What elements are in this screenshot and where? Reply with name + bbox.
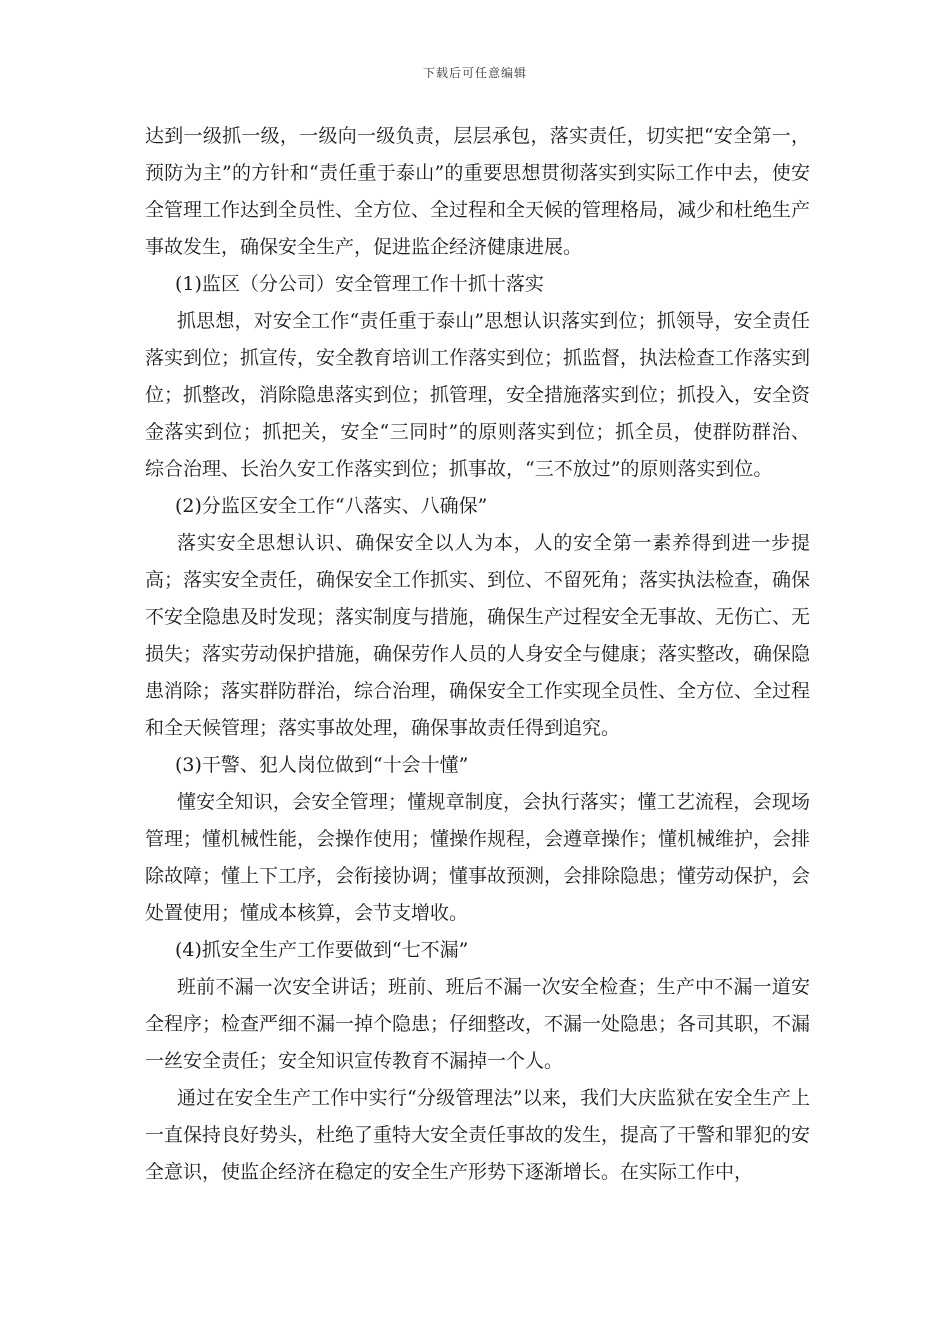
paragraph-results: 通过在安全生产工作中实行“分级管理法”以来，我们大庆监狱在安全生产上一直保持良好势头，杜绝了重特大安全责任事故的发生，提高了干警和罪犯的安全意识，使监企经济在稳定的安全生产形势下逐渐增长。在实际工作中， bbox=[145, 1087, 811, 1183]
paragraph-eight-implementations: 落实安全思想认识、确保安全以人为本，人的安全第一素养得到进一步提高；落实安全责任，确保安全工作抓实、到位、不留死角；落实执法检查，确保不安全隐患及时发现；落实制度与措施，确保生产过程安全无事故、无伤亡、无损失；落实劳动保护措施，确保劳作人员的人身安全与健康；落实整改，确保隐患消除；落实群防群治，综合治理，确保安全工作实现全员性、全方位、全过程和全天候管理；落实事故处理，确保事故责任得到追究。 bbox=[145, 532, 811, 739]
page-header: 下载后可任意编辑 bbox=[422, 66, 527, 80]
section-heading-1: (1)监区（分公司）安全管理工作十抓十落实 bbox=[175, 273, 544, 295]
paragraph-ten-knows: 懂安全知识，会安全管理；懂规章制度，会执行落实；懂工艺流程，会现场管理；懂机械性能，会操作使用；懂操作规程，会遵章操作；懂机械维护，会排除故障；懂上下工序，会衔接协调；懂事故预测，会排除隐患；懂劳动保护，会处置使用；懂成本核算，会节支增收。 bbox=[145, 791, 811, 924]
paragraph-intro: 达到一级抓一级，一级向一级负责，层层承包，落实责任，切实把“安全第一，预防为主”的方针和“责任重于泰山”的重要思想贯彻落实到实际工作中去，使安全管理工作达到全员性、全方位、全过程和全天候的管理格局，减少和杜绝生产事故发生，确保安全生产，促进监企经济健康进展。 bbox=[145, 125, 811, 258]
paragraph-seven-no-omissions: 班前不漏一次安全讲话；班前、班后不漏一次安全检查；生产中不漏一道安全程序；检查严细不漏一掉个隐患；仔细整改，不漏一处隐患；各司其职，不漏一丝安全责任；安全知识宣传教育不漏掉一个人。 bbox=[145, 976, 811, 1072]
paragraph-ten-grasps: 抓思想，对安全工作“责任重于泰山”思想认识落实到位；抓领导，安全责任落实到位；抓宣传，安全教育培训工作落实到位；抓监督，执法检查工作落实到位；抓整改，消除隐患落实到位；抓管理，安全措施落实到位；抓投入，安全资金落实到位；抓把关，安全“三同时”的原则落实到位；抓全员，使群防群治、综合治理、长治久安工作落实到位；抓事故，“三不放过”的原则落实到位。 bbox=[145, 310, 811, 480]
document-body bbox=[145, 118, 810, 1191]
section-heading-2: (2)分监区安全工作“八落实、八确保” bbox=[175, 495, 488, 517]
section-heading-3: (3)干警、犯人岗位做到“十会十懂” bbox=[175, 754, 469, 776]
section-heading-4: (4)抓安全生产工作要做到“七不漏” bbox=[175, 939, 469, 961]
